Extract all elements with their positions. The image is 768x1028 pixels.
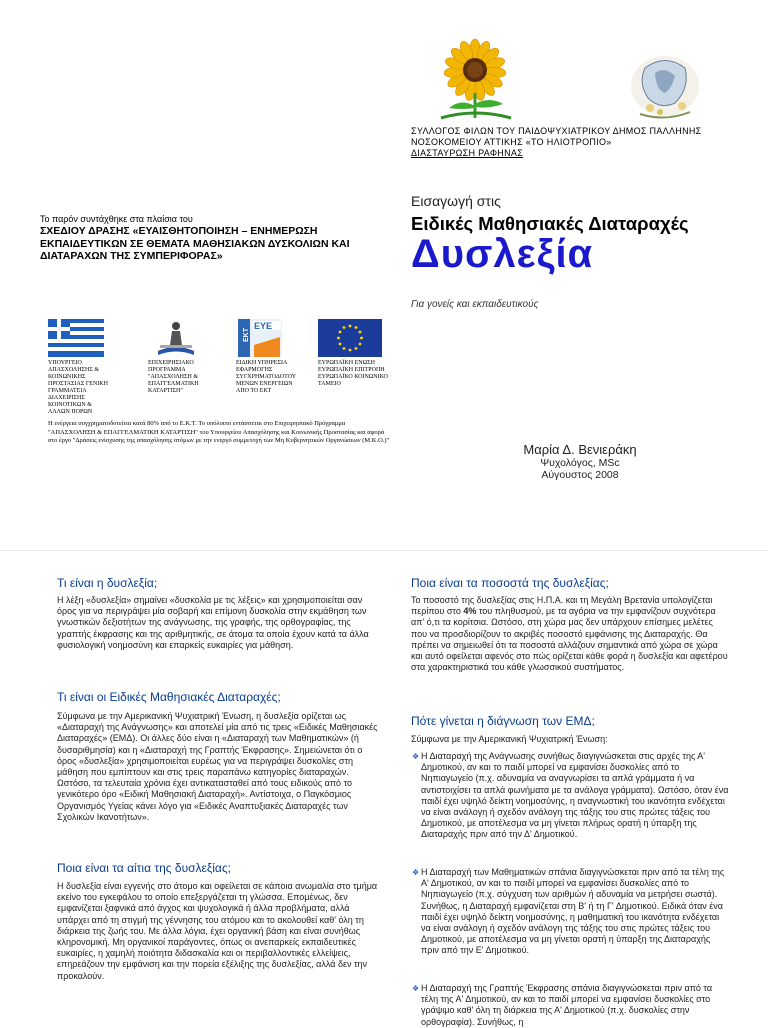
sponsor-caption-4: ΕΥΡΩΠΑΪΚΗ ΕΝΩΣΗ ΕΥΡΩΠΑΪΚΗ ΕΠΙΤΡΟΠΗ ΕΥΡΩΠΑΪΚΟ ΚΟΙΝΩΝΙΚΟ ΤΑΜΕΙΟ (318, 360, 388, 387)
big-title: Δυσλεξία (411, 232, 594, 276)
diagnosis-math-text: Η Διαταραχή των Μαθηματικών σπάνια διαγιγνώσκεται πριν από τα τέλη της Α' Δημοτικού, αν και το παιδί μπορεί να εμφανίσει δυσκολίες από το Νηπιαγωγείο (π.χ. σύγχυση των αριθμών ή αδυναμία να μετρήσει σωστά). Συνήθως, η Διαταραχή εμφανίζεται στη Β' ή τη Γ' Δημοτικού. Ειδικά όταν ένα παιδί έχει υψηλό δείκτη νοημοσύνης, η μαθηματική του ικανότητα ενδέχεται να είναι ανάλογη ή σχεδόν ανάλογη της τάξης του στις πρώτες τάξεις του Δημοτικού, με αποτέλεσμα να μη γίνεται ορατή η ύπαρξη της Διαταραχής πριν από την Ε' Δημοτικού. (421, 867, 725, 956)
subtitle: Για γονείς και εκπαιδευτικούς (411, 299, 539, 310)
author-name: Μαρία Δ. Βενιεράκη (523, 442, 637, 457)
diagnosis-reading-text: Η Διαταραχή της Ανάγνωσης συνήθως διαγιγνώσκεται στις αρχές της Α' Δημοτικού, αν και το παιδί μπορεί να εμφανίσει δυσκολίες από το Νηπιαγωγείο (π.χ. αδυναμία να αναγνωρίσει τα απλά γράμματα ή να αντιστοιχίσει τα απλά φωνήματα με τα ανάλογα γράμματα). Ωστόσο, όταν ένα παιδί έχει υψηλό δείκτη νοημοσύνης, η αναγνωστική του ικανότητα ενδέχεται να είναι ανάλογη ή σχεδόν ανάλογη της τάξης του στις πρώτες τάξεις του Δημοτικού, με αποτέλεσμα να μη γίνεται πλήρως ορατή η ύπαρξη της Διαταραχής πριν από την Δ' Δημοτικού. (421, 751, 729, 840)
org-line-1: ΣΥΛΛΟΓΟΣ ΦΙΛΩΝ ΤΟΥ ΠΑΙΔΟΨΥΧΙΑΤΡΙΚΟΥ ΔΗΜΟΣ ΠΑΛΛΗΝΗΣ (411, 126, 702, 136)
prevalence-text-b: του πληθυσμού, με τα αγόρια να την εμφανίζουν συχνότερα απ' ό,τι τα κορίτσια. Ωστόσο, στη χώρα μας δεν υπάρχουν επίσημες μελέτες που να προσδιορίζουν το ακριβές ποσοστό εμφάνισης της Διαταραχής. Θα πρέπει να σημειωθεί ότι τα ποσοστά αλλάζουν σημαντικά από χώρα σε χώρα και αυτό οφείλεται αφενός στο πώς ορίζεται κάθε φορά η δυσλεξία και αφετέρου στα χαρακτηριστικά του κάθε γλωσσικού συστήματος. (411, 606, 728, 673)
diamond-bullet-icon: ❖ (412, 984, 420, 993)
section-text-what-is-dyslexia: Η λέξη «δυσλεξία» σημαίνει «δυσκολία με τις λέξεις» και χρησιμοποιείται σαν όρος για να περιγράψει μία σοβαρή και επίμονη δυσκολία στην εκμάθηση των γνωστικών δεξιοτήτων της ανάγνωσης, της γραφής, της ορθογραφίας, της γραπτής έκφρασης και της αριθμητικής, σε άτομα τα οποία έχουν κατά τα άλλα φυσιολογική νοημοσύνη και επαρκείς ευκαιρίες για μάθηση. (57, 595, 369, 650)
eye-agency-icon (238, 319, 282, 357)
sponsor-caption-3: ΕΙΔΙΚΗ ΥΠΗΡΕΣΙΑ ΕΦΑΡΜΟΓΗΣ ΣΥΓΧΡΗΜΑΤΟΔΟΤΟΥ ΜΕΝΩΝ ΕΝΕΡΓΕΙΩΝ ΑΠΟ ΤΟ ΕΚΤ (236, 360, 296, 394)
diamond-bullet-icon: ❖ (412, 868, 420, 877)
list-item (412, 867, 729, 957)
list-item (412, 751, 729, 841)
eye-logo-text: EYE (254, 321, 273, 331)
section-title-causes: Ποια είναι τα αίτια της δυσλεξίας; (57, 861, 231, 875)
sponsor-logos (48, 317, 393, 359)
ekt-logo-text: EKT (243, 328, 250, 342)
page-divider (0, 550, 768, 551)
list-item (412, 983, 729, 1028)
section-text-diagnosis-intro: Σύμφωνα με την Αμερικανική Ψυχιατρική Ένωση: (411, 734, 608, 744)
diagnosis-writing-text: Η Διαταραχή της Γραπτής Έκφρασης σπάνια διαγιγνώσκεται πριν από τα τέλη της Α' Δημοτικού, αν και το παιδί μπορεί να εμφανίσει δυσκολίες στο γράψιμο καθ' όλη τη διάρκεια της Α' Δημοτικού (π.χ. δυσκολίες στην ορθογραφία). Συνήθως, η (421, 983, 713, 1027)
publication-date: Αύγουστος 2008 (541, 469, 619, 481)
section-text-learning-disorders: Σύμφωνα με την Αμερικανική Ψυχιατρική Ένωση, η δυσλεξία ορίζεται ως «Διαταραχή της Ανάγνωσης» και αποτελεί μία από τις τρεις «Ειδικές Μαθησιακές Διαταραχές» (ΕΜΔ). Οι άλλες δύο είναι η «Διαταραχή των Μαθηματικών» (ή δυσαριθμησία) και η «Διαταραχή της Γραπτής Έκφρασης». Σημειώνεται ότι ο όρος «δυσλεξία» χρησιμοποιείται ευρέως για να περιγράψει δυσκολίες στη μάθηση που εμπίπτουν και στις τρεις παραπάνω κατηγορίες διαταραχών. Ωστόσο, τα τελευταία χρόνια έχει αντικατασταθεί από τους ειδικούς από το γενικότερο όρο «Ειδική Μαθησιακή Διαταραχή». Αντίστοιχα, ο Παγκόσμιος Οργανισμός Υγείας κάνει λόγο για «Ειδικές Αναπτυξιακές Διαταραχές των Σχολικών Ικανοτήτων». (57, 711, 378, 822)
diamond-bullet-icon: ❖ (412, 752, 420, 761)
organization-header (411, 126, 751, 159)
greek-flag-icon (48, 319, 104, 357)
prevalence-percent: 4% (463, 606, 477, 617)
section-title-prevalence: Ποια είναι τα ποσοστά της δυσλεξίας; (411, 576, 609, 590)
section-title-diagnosis: Πότε γίνεται η διάγνωση των ΕΜΔ; (411, 714, 595, 728)
section-title-what-is-dyslexia: Τι είναι η δυσλεξία; (57, 576, 158, 590)
cofunding-note: Η ενέργεια συγχρηματοδοτείται κατά 80% από το Ε.Κ.Τ. Το υπόλοιπο εντάσσεται στο Επιχειρησιακό Πρόγραμμα "ΑΠΑΣΧΟΛΗΣΗ & ΕΠΑΓΓΕΛΜΑΤΙΚΗ ΚΑΤΑΡΤΙΣΗ" του Υπουργείου Απασχόλησης και Κοινωνικής Προστασίας και αφορά στο έργο "Δράσεις ενίσχυσης της απασχόλησης ατόμων με την ενεργό συμμετοχή των Μη Κυβερνητικών Οργανώσεων (Μ.Κ.Ο.)" (48, 420, 390, 444)
framework-title: ΣΧΕΔΙΟΥ ΔΡΑΣΗΣ «ΕΥΑΙΣΘΗΤΟΠΟΙΗΣΗ – ΕΝΗΜΕΡΩΣΗ ΕΚΠΑΙΔΕΥΤΙΚΩΝ ΣΕ ΘΕΜΑΤΑ ΜΑΘΗΣΙΑΚΩΝ ΔΥΣΚΟΛΙΩΝ ΚΑΙ ΔΙΑΤΑΡΑΧΩΝ ΤΗΣ ΣΥΜΠΕΡΙΦΟΡΑΣ» (40, 225, 350, 262)
org-line-3: ΔΙΑΣΤΑΥΡΩΣΗ ΡΑΦΗΝΑΣ (411, 148, 524, 158)
section-text-causes: Η δυσλεξία είναι εγγενής στο άτομο και οφείλεται σε κάποια ανωμαλία στο τμήμα εκείνο του εγκεφάλου το οποίο επεξεργάζεται τη γλώσσα. Επομένως, δεν εμφανίζεται ξαφνικά από άγχος και ψυχολογικά ή άλλα προβλήματα, αλλά υπάρχει από τη στιγμή της γέννησης του ατόμου και το ακολουθεί καθ' όλη τη διάρκεια της ζωής του. Με άλλα λόγια, έχει οργανική βάση και είναι συνήθως κληρονομική. Μη οργανικοί παράγοντες, όπως οι ανεπαρκείς εκπαιδευτικές ευκαιρίες, η χαμηλή ποιότητα διδασκαλία και οι περιβαλλοντικές ελλείψεις, επηρεάζουν την εμφάνιση και την πορεία εξέλιξης της δυσλεξίας, αλλά δεν την προκαλούν. (57, 881, 378, 981)
eu-flag-icon (318, 319, 382, 357)
intro-label: Εισαγωγή στις (411, 193, 501, 209)
pallini-municipality-logo (620, 48, 710, 126)
section-text-prevalence (411, 595, 729, 673)
main-title: Ειδικές Μαθησιακές Διαταραχές (411, 213, 689, 234)
prevalence-text-a: Το ποσοστό της δυσλεξίας στις Η.Π.Α. και τη Μεγάλη Βρετανία υπολογίζεται περίπου στο (411, 595, 713, 617)
sunflower-logo (411, 38, 539, 120)
program-book-icon (156, 319, 196, 355)
org-line-2: ΝΟΣΟΚΟΜΕΙΟΥ ΑΤΤΙΚΗΣ «ΤΟ ΗΛΙΟΤΡΟΠΙΟ» (411, 137, 612, 147)
sponsor-caption-2: ΕΠΙΧΕΙΡΗΣΙΑΚΟ ΠΡΟΓΡΑΜΜΑ "ΑΠΑΣΧΟΛΗΣΗ & ΕΠΑΓΓΕΛΜΑΤΙΚΗ ΚΑΤΑΡΤΙΣΗ" (148, 360, 199, 394)
author-block (490, 443, 670, 481)
sponsor-caption-1: ΥΠΟΥΡΓΕΙΟ ΑΠΑΣΧΟΛΗΣΗΣ & ΚΟΙΝΩΝΙΚΗΣ ΠΡΟΣΤΑΣΙΑΣ ΓΕΝΙΚΗ ΓΡΑΜΜΑΤΕΙΑ ΔΙΑΧΕΙΡΙΣΗΣ ΚΟΙΝΟΤΙΚΩΝ & ΑΛΛΩΝ ΠΟΡΩΝ (48, 360, 108, 415)
framework-intro: Το παρόν συντάχθηκε στα πλαίσια του (40, 214, 193, 224)
author-role: Ψυχολόγος, MSc (540, 457, 620, 469)
section-title-learning-disorders: Τι είναι οι Ειδικές Μαθησιακές Διαταραχές; (57, 690, 281, 704)
